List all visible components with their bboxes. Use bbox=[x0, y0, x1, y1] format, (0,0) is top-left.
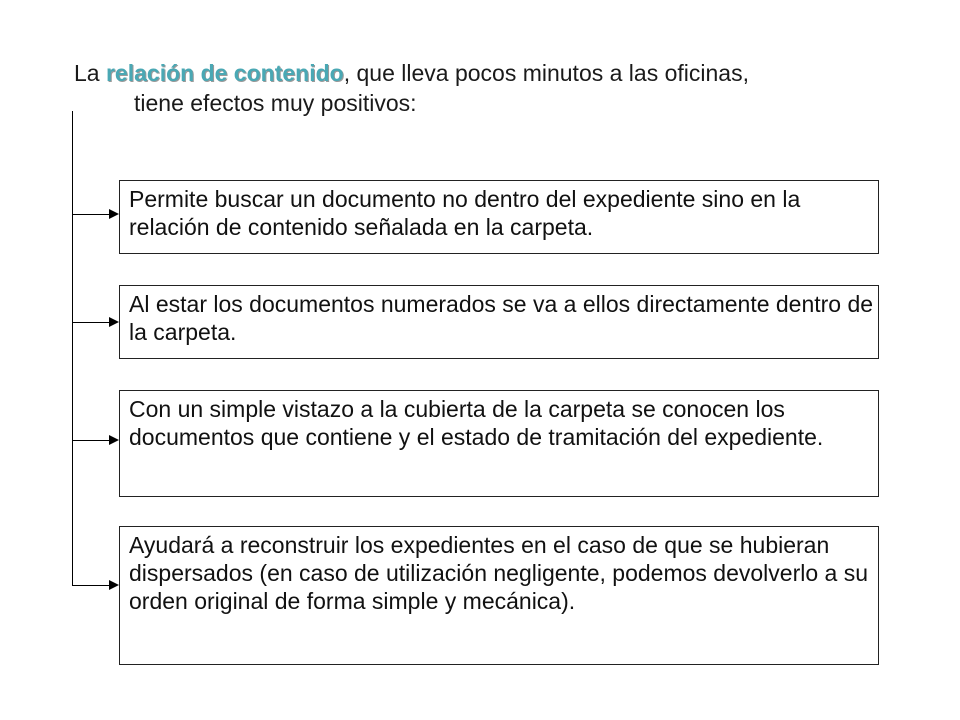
item-text-1: Permite buscar un documento no dentro del expediente sino en la relación de contenido señalada en la carpeta. bbox=[129, 186, 801, 240]
connector-branch-1 bbox=[72, 214, 110, 215]
item-box-1 bbox=[119, 180, 879, 254]
arrow-1-icon bbox=[109, 209, 119, 219]
arrow-2-icon bbox=[109, 317, 119, 327]
heading-suffix: , que lleva pocos minutos a las oficinas, bbox=[343, 60, 749, 86]
item-text-3: Con un simple vistazo a la cubierta de la carpeta se conocen los documentos que contiene y el estado de tramitación del expediente. bbox=[129, 396, 824, 450]
connector-trunk bbox=[72, 111, 73, 585]
item-text-2: Al estar los documentos numerados se va a ellos directamente dentro de la carpeta. bbox=[129, 291, 874, 345]
connector-branch-2 bbox=[72, 322, 110, 323]
connector-branch-4 bbox=[72, 585, 110, 586]
heading bbox=[74, 58, 914, 118]
connector-branch-3 bbox=[72, 440, 110, 441]
item-box-3 bbox=[119, 390, 879, 497]
heading-prefix: La bbox=[74, 60, 106, 86]
item-box-4 bbox=[119, 526, 879, 665]
heading-line2: tiene efectos muy positivos: bbox=[134, 90, 417, 116]
item-text-4: Ayudará a reconstruir los expedientes en el caso de que se hubieran dispersados (en caso de utilización negligente, podemos devolverlo a su orden original de forma simple y mecánica). bbox=[129, 532, 869, 614]
item-box-2 bbox=[119, 285, 879, 359]
heading-highlight: relación de contenido bbox=[105, 60, 344, 86]
arrow-4-icon bbox=[109, 580, 119, 590]
arrow-3-icon bbox=[109, 435, 119, 445]
